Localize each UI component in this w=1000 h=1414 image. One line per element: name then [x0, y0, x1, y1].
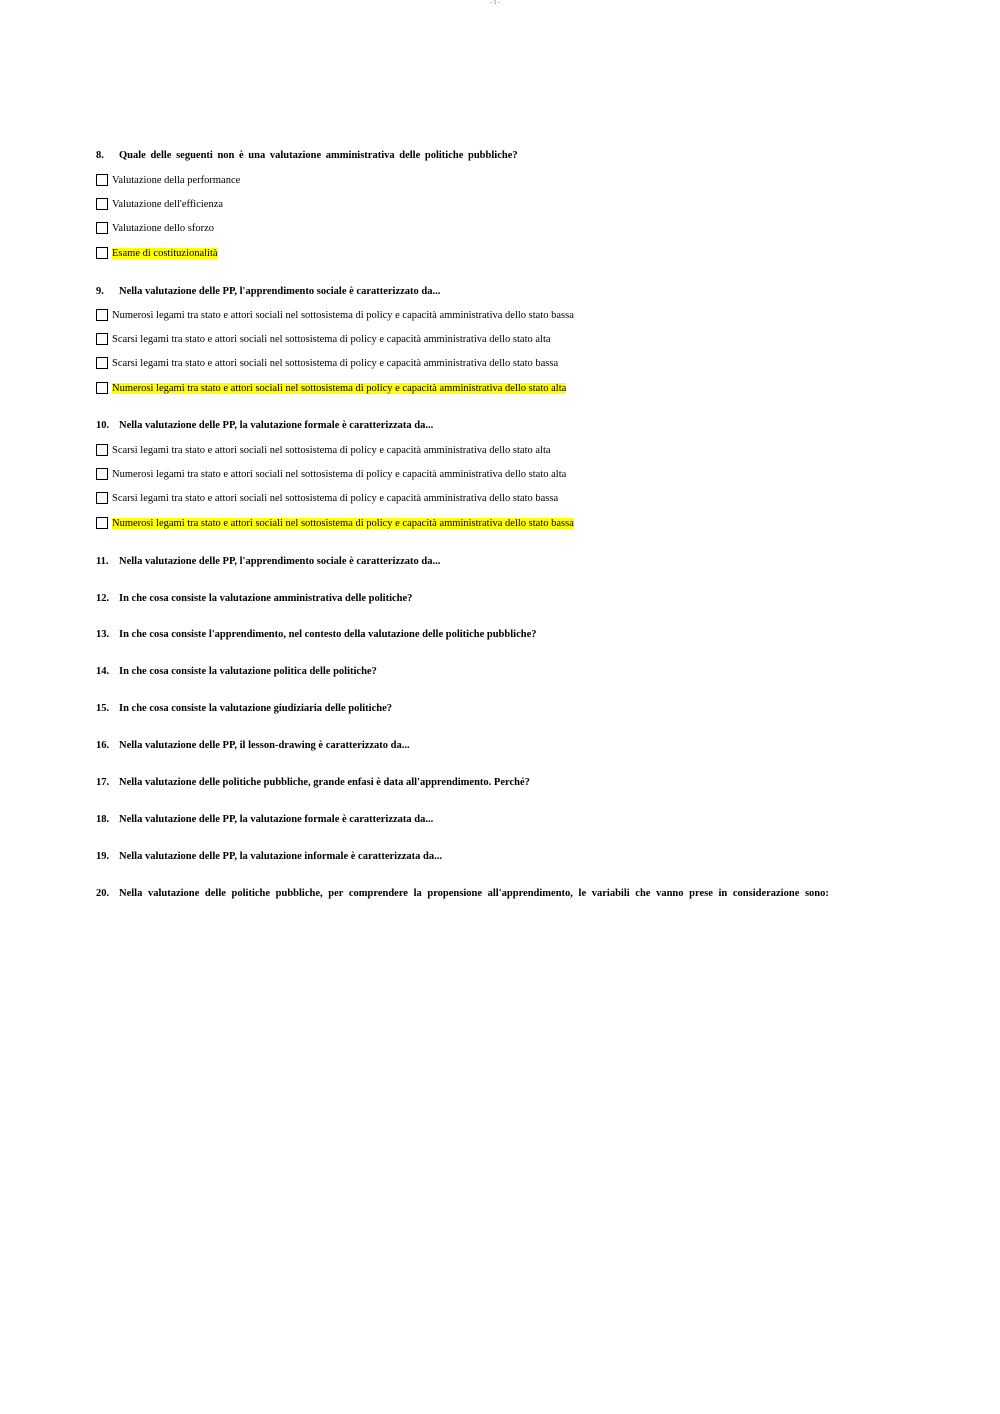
page-marker: - 1 - [490, 0, 500, 6]
question-8 [96, 150, 518, 161]
question-text: In che cosa consiste l'apprendimento, nel contesto della valutazione delle politiche pubbliche? [119, 629, 537, 640]
question-number: 11. [96, 556, 109, 567]
question-16 [96, 740, 410, 751]
question-text: Nella valutazione delle politiche pubbliche, grande enfasi è data all'apprendimento. Perché? [119, 777, 530, 788]
checkbox[interactable] [96, 222, 108, 234]
checkbox[interactable] [96, 198, 108, 210]
option-9-1[interactable] [96, 309, 574, 321]
question-text: In che cosa consiste la valutazione politica delle politiche? [119, 666, 377, 677]
option-label: Scarsi legami tra stato e attori sociali nel sottosistema di policy e capacità amministrativa dello stato alta [112, 444, 551, 456]
question-number: 16. [96, 740, 110, 751]
question-number: 8. [96, 150, 104, 161]
question-19 [96, 851, 442, 862]
question-10 [96, 420, 433, 431]
question-18 [96, 814, 433, 825]
checkbox[interactable] [96, 517, 108, 529]
question-text: Nella valutazione delle PP, la valutazione formale è caratterizzata da... [119, 814, 434, 825]
checkbox[interactable] [96, 309, 108, 321]
checkbox[interactable] [96, 468, 108, 480]
option-label-highlighted: Numerosi legami tra stato e attori sociali nel sottosistema di policy e capacità amministrativa dello stato bassa [112, 517, 574, 529]
option-10-3[interactable] [96, 492, 558, 504]
question-number: 13. [96, 629, 110, 640]
checkbox[interactable] [96, 174, 108, 186]
option-10-4[interactable] [96, 517, 574, 529]
question-9 [96, 286, 440, 297]
question-number: 19. [96, 851, 110, 862]
question-text: Nella valutazione delle PP, la valutazione formale è caratterizzata da... [119, 420, 434, 431]
question-text: Nella valutazione delle PP, la valutazione informale è caratterizzata da... [119, 851, 442, 862]
option-label: Numerosi legami tra stato e attori sociali nel sottosistema di policy e capacità amministrativa dello stato alta [112, 468, 567, 480]
checkbox[interactable] [96, 333, 108, 345]
question-15 [96, 703, 392, 714]
checkbox[interactable] [96, 247, 108, 259]
question-number: 17. [96, 777, 110, 788]
question-text: In che cosa consiste la valutazione giudiziaria delle politiche? [119, 703, 392, 714]
question-number: 15. [96, 703, 110, 714]
question-12 [96, 593, 412, 604]
option-label: Numerosi legami tra stato e attori sociali nel sottosistema di policy e capacità amministrativa dello stato bassa [112, 309, 574, 321]
option-label: Scarsi legami tra stato e attori sociali nel sottosistema di policy e capacità amministrativa dello stato bassa [112, 492, 559, 504]
option-9-2[interactable] [96, 333, 551, 345]
option-label: Scarsi legami tra stato e attori sociali nel sottosistema di policy e capacità amministrativa dello stato alta [112, 333, 551, 345]
option-10-1[interactable] [96, 444, 551, 456]
question-11 [96, 556, 440, 567]
question-text: Nella valutazione delle PP, l'apprendimento sociale è caratterizzato da... [119, 286, 441, 297]
checkbox[interactable] [96, 444, 108, 456]
option-label: Valutazione dell'efficienza [112, 198, 224, 210]
option-10-2[interactable] [96, 468, 566, 480]
question-text: Quale delle seguenti non è una valutazione amministrativa delle politiche pubbliche? [119, 150, 518, 161]
question-13 [96, 629, 536, 640]
option-label: Valutazione della performance [112, 174, 241, 186]
option-label: Scarsi legami tra stato e attori sociali nel sottosistema di policy e capacità amministrativa dello stato bassa [112, 357, 559, 369]
checkbox[interactable] [96, 492, 108, 504]
question-number: 20. [96, 888, 110, 899]
question-number: 14. [96, 666, 110, 677]
option-label-highlighted: Esame di costituzionalità [112, 247, 218, 259]
option-8-4[interactable] [96, 247, 218, 259]
question-text: In che cosa consiste la valutazione amministrativa delle politiche? [119, 593, 413, 604]
option-9-3[interactable] [96, 357, 558, 369]
option-8-1[interactable] [96, 174, 240, 186]
question-number: 10. [96, 420, 110, 431]
question-17 [96, 777, 530, 788]
option-8-3[interactable] [96, 222, 214, 234]
question-text: Nella valutazione delle politiche pubbliche, per comprendere la propensione all'apprendimento, le variabili che vanno prese in considerazione sono: [119, 888, 829, 899]
question-number: 18. [96, 814, 110, 825]
question-number: 12. [96, 593, 110, 604]
question-text: Nella valutazione delle PP, l'apprendimento sociale è caratterizzato da... [119, 556, 441, 567]
option-8-2[interactable] [96, 198, 223, 210]
option-label: Valutazione dello sforzo [112, 222, 215, 234]
question-14 [96, 666, 377, 677]
checkbox[interactable] [96, 357, 108, 369]
question-text: Nella valutazione delle PP, il lesson-drawing è caratterizzato da... [119, 740, 410, 751]
question-number: 9. [96, 286, 104, 297]
option-label-highlighted: Numerosi legami tra stato e attori sociali nel sottosistema di policy e capacità amministrativa dello stato alta [112, 382, 567, 394]
option-9-4[interactable] [96, 382, 566, 394]
question-20 [96, 888, 829, 899]
checkbox[interactable] [96, 382, 108, 394]
